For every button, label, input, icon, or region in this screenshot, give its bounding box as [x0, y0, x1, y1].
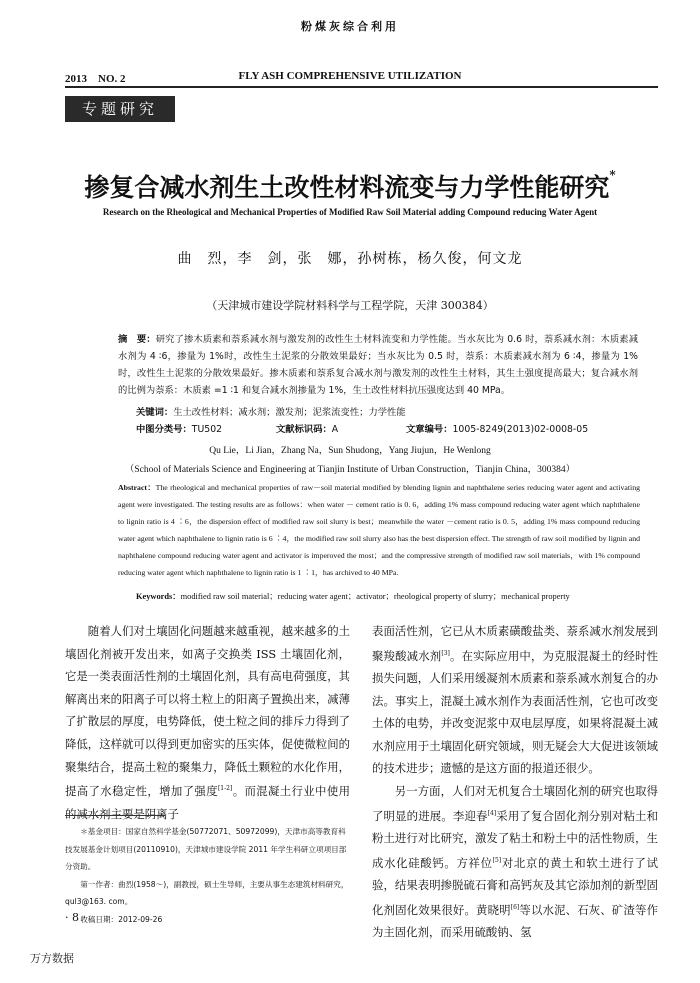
keywords-en	[136, 590, 656, 602]
journal-title-en: FLY ASH COMPREHENSIVE UTILIZATION	[238, 70, 462, 82]
body-column-right	[372, 620, 658, 944]
citation: [5]	[492, 856, 502, 864]
keywords-zh-label: 关键词：	[136, 407, 174, 418]
watermark: 万方数据	[30, 952, 74, 965]
abstract-zh	[118, 331, 638, 399]
citation: [6]	[510, 903, 520, 911]
abstract-zh-text: 研究了掺木质素和萘系减水剂与激发剂的改性生土材料流变和力学性能。当水灰比为 0.6 时，萘系减水剂：木质素减水剂为 4 ∶6，掺量为 1%时，改性生土泥浆的分散效果最好；当水灰比为 0.5 时，萘系：木质素减水剂为 6 ∶4，掺量为 1%时，改性生土泥浆的分散效果最好。掺木质素和萘系复合减水剂与激发剂的改性生土材料，其生土强度提高最大；复合减水剂的比例为萘系：木质素 =1 ∶1 和复合减水剂掺量为 1%，生土改性材料抗压强度达到 40 MPa。	[118, 334, 638, 396]
footnote-first-author: 第一作者：曲烈(1958～)，副教授，硕士生导师，主要从事生态建筑材料研究，qul3@163. com。	[65, 879, 349, 906]
clc-label: 中图分类号：	[136, 424, 192, 435]
abstract-zh-label: 摘 要：	[118, 334, 156, 345]
paragraph	[65, 620, 350, 825]
paragraph-text: 另一方面，人们对无机复合土壤固化剂的研究也取得了明显的进展。李迎春	[372, 783, 658, 823]
paragraph	[372, 780, 658, 944]
citation: [3]	[441, 649, 450, 657]
keywords-en-text: modified raw soil material；reducing water agent；activator；rheological property of slurry；mechanical property	[180, 592, 570, 601]
paragraph-text: 采用了复合固化剂分别对粘土和粉土进行对比研究，激发了粘土和粉土中的活性物质，生成水化硅酸钙。方祥位	[372, 808, 658, 870]
affiliation-zh: （天津城市建设学院材料科学与工程学院，天津 300384）	[206, 299, 494, 312]
clc-value: TU502	[191, 424, 223, 435]
affiliation-en: （School of Materials Science and Engineering at Tianjin Institute of Urban Construction，Tianjin China，300384）	[124, 465, 576, 475]
authors-zh: 曲 烈，李 剑，张 娜，孙树栋，杨久俊，何文龙	[177, 251, 523, 267]
paragraph-text: 表面活性剂，它已从木质素磺酸盐类、萘系减水剂发展到聚羧酸减水剂	[372, 624, 658, 663]
page-number: · 8 ·	[65, 911, 86, 924]
header-rule	[65, 86, 658, 88]
authors-en: Qu Lie，Li Jian，Zhang Na，Sun Shudong，Yang Jiujun，He Wenlong	[209, 446, 491, 456]
keywords-zh	[136, 404, 636, 418]
issue-number: 2013 NO. 2	[65, 73, 126, 85]
section-tag: 专题研究	[65, 96, 175, 122]
footnote-fund: ＊基金项目：国家自然科学基金(50772071、50972099)，天津市高等教育科技发展基金计划项目(20110910)，天津城市建设学院 2011 年学生科研立项项目部分资助。	[65, 827, 347, 871]
title-text: 掺复合减水剂生土改性材料流变与力学性能研究	[84, 173, 610, 202]
paragraph-text: 。在实际应用中，为克服混凝土的经时性损失问题，人们采用缓凝剂木质素和萘系减水剂复合的办法。事实上，混凝土减水剂作为表面活性剂，它也可改变土体的电势，并改变泥浆中双电层厚度，如果将混凝土减水剂应用于土壤固化研究领域，则无疑会大大促进该领域的技术进步；遗憾的是这方面的报道还很少。	[372, 648, 658, 776]
doc-code-value: A	[331, 424, 339, 435]
footnotes	[65, 823, 352, 928]
citation: [1-2]	[217, 785, 233, 793]
abstract-en-label: Abstract：	[118, 483, 156, 492]
paragraph-text: 随着人们对土壤固化问题越来越重视，越来越多的土壤固化剂被开发出来，如离子交换类 ISS 土壤固化剂，它是一类表面活性剂的土壤固化剂，具有高电荷强度，其解离出来的阳离子可以将土粒上的阳离子置换出来，减薄了扩散层的厚度，电势降低，使土粒之间的排斥力得到了降低，这样就可以得到更加密实的压实体，促使微粒间的聚集结合，提高土粒的聚集力，降低土颗粒的水化作用，提高了水稳定性，增加了强度	[65, 624, 350, 798]
article-no-value: 1005-8249(2013)02-0008-05	[452, 424, 589, 435]
paragraph	[372, 620, 658, 780]
keywords-en-label: Keywords：	[136, 592, 181, 601]
body-column-left	[65, 620, 350, 825]
footnote-rule	[65, 815, 165, 816]
abstract-en-text: The rheological and mechanical properties of raw－soil material modified by blending lignin and naphthalene series reducing water agent and activating agent were investigated. The testing results are as follows：when water － cement ratio is 0. 6，adding 1% mass compound reducing water agent which naphthalene to lignin ratio is 4 ∶6，the dispersion effect of modified raw soil slurry is best；meanwhile the water －cement ratio is 0. 5，adding 1% mass compound reducing water agent which naphthalene to lignin ratio is 6 ∶4，the modified raw soil slurry also has the best dispersion effect. The strength of raw soil modified by lignin and naphthalene compound reducing water agent and activator is imperoved the most；and the compressive strength of modified raw soil materials，with 1% compound reducing water agent which naphthalene to lignin ratio is 1 ∶1，has archived to 40 MPa.	[118, 483, 640, 577]
article-title-zh	[0, 168, 700, 204]
footnote-received: 收稿日期：2012-09-26	[80, 914, 163, 924]
article-title-en: Research on the Rheological and Mechanical Properties of Modified Raw Soil Material adding Compound reducing Water Agent	[102, 207, 598, 217]
keywords-zh-text: 生土改性材料；减水剂；激发剂；泥浆流变性；力学性能	[173, 407, 406, 418]
abstract-en	[118, 479, 640, 581]
doc-code-label: 文献标识码：	[276, 424, 332, 435]
journal-title-zh: 粉煤灰综合利用	[301, 20, 399, 33]
paragraph-text: 。而混凝土行业中使用的减水剂主要是阴离子	[65, 783, 350, 821]
citation: [4]	[487, 809, 497, 817]
paragraph-text: 等以水泥、石灰、矿渣等作为主固化剂，而采用硫酸钠、氢	[372, 902, 658, 939]
article-no-label: 文章编号：	[406, 424, 453, 435]
classification-line	[136, 421, 656, 435]
title-footnote-mark: *	[609, 168, 616, 182]
paragraph-text: 对北京的黄土和软土进行了试验，结果表明掺脱硫石膏和高钙灰及其它添加剂的新型固化剂固化效果很好。黄晓明	[372, 855, 658, 917]
